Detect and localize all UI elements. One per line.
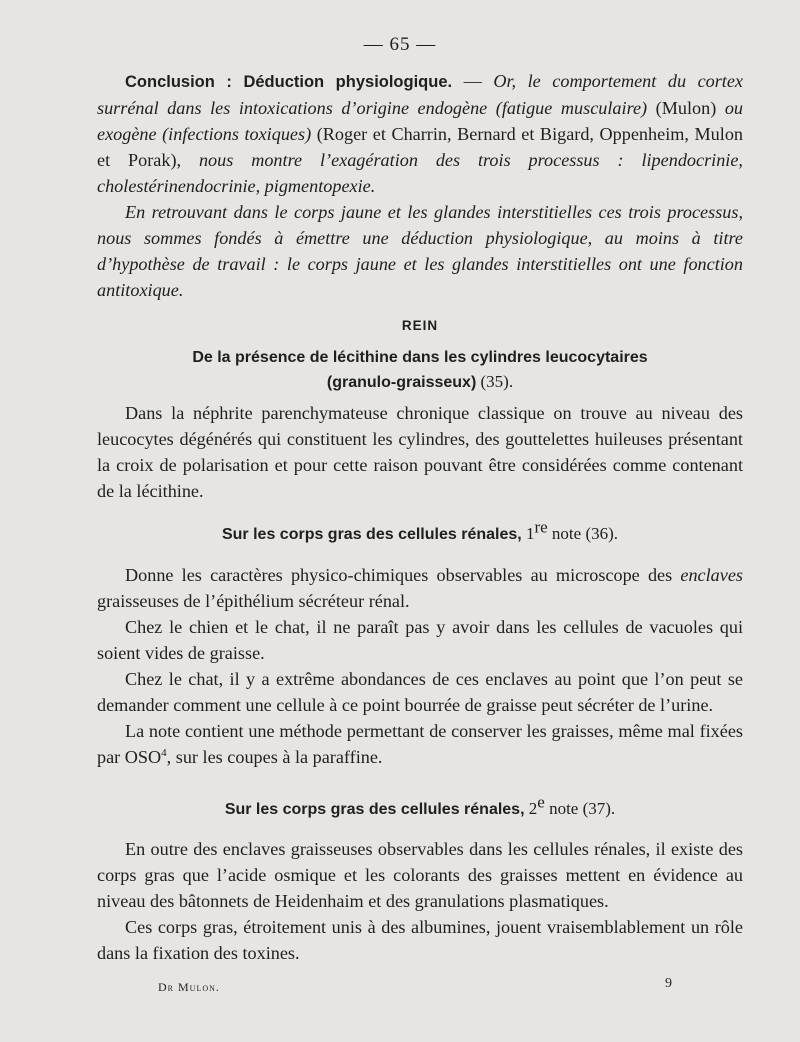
section-3-title-text: Sur les corps gras des cellules rénales, [224,801,525,818]
section-1-body [97,400,743,504]
section-1-title-line-2: (granulo-graisseux) [326,374,477,391]
conclusion-text-italic-1: Or, le comportement du cortex surrénal dans les intoxications d’origine endogène (fatigue musculaire) [97,71,744,118]
section-2-paragraph-1 [97,562,743,614]
conclusion-heading: Conclusion : Déduction physiologique. [125,73,453,91]
section-2-p4-text: La note contient une méthode permettant de conserver les graisses, même mal fixées par OSO [97,721,743,767]
section-2-p4-text-2: , sur les coupes à la paraffine. [166,747,383,767]
section-2-p1-italic: enclaves [680,565,743,585]
conclusion-text-italic-2: ou exogène (infections toxiques) [97,98,743,144]
conclusion-paragraph-2 [97,199,743,303]
section-3-note-superscript: e [537,792,545,812]
section-2-p1-text-2: graisseuses de l’épithélium sécréteur rénal. [97,591,410,611]
rein-heading: REIN [401,318,439,333]
section-2-paragraph-4 [97,718,743,770]
conclusion-text-italic-4: En retrouvant dans le corps jaune et les glandes interstitielles ces trois processus, nous sommes fondés à émettre une déduction physiologique, au moins à titre d’hypothèse de travail : le corps jaune et les glandes interstitielles ont une fonction antitoxique. [97,202,743,300]
section-2-paragraph-2: Chez le chien et le chat, il ne paraît pas y avoir dans les cellules de vacuoles qui soient vides de graisse. [97,617,743,663]
section-3-body [97,836,743,966]
section-2-p1-text: Donne les caractères physico-chimiques observables au microscope des [125,565,681,585]
section-2-title-text: Sur les corps gras des cellules rénales, [221,526,522,543]
section-1-title-line-1: De la présence de lécithine dans les cylindres leucocytaires [192,349,648,366]
section-1-reference: (35). [476,372,514,391]
section-3-note-number: 2 [524,799,538,818]
section-3-paragraph-1: En outre des enclaves graisseuses observables dans les cellules rénales, il existe des corps gras que l’acide osmique et les colorants des graisses mettent en évidence au niveau des bâtonnets de Heidenhaim et des granulations plasmatiques. [97,839,743,911]
section-2-body [97,562,743,770]
conclusion-text-2: (Roger et Charrin, Bernard et Bigard, Oppenheim, Mulon et Porak), [97,124,744,170]
section-1-title [97,346,743,395]
section-1-paragraph: Dans la néphrite parenchymateuse chronique classique on trouve au niveau des leucocytes dégénérés qui constituent les cylindres, des gouttelettes huileuses présentant la croix de polarisation et pour cette raison pouvant être considérées comme contenant de la lécithine. [97,403,743,501]
section-2-p4-superscript: 4 [161,746,167,759]
conclusion-text-italic-3: nous montre l’exagération des trois processus : lipendocrinie, cholestérinendocrinie, pigmentopexie. [97,150,743,196]
em-dash: — [452,71,494,91]
section-2-note-reference: note (36). [547,524,619,543]
section-3-title [97,792,743,819]
section-3-note-reference: note (37). [544,799,616,818]
section-2-note-number: 1 [521,524,535,543]
section-2-note-superscript: re [534,517,548,537]
footer-signature-mark: 9 [665,976,672,991]
conclusion-section [97,68,743,303]
footer-author: Dr Mulon. [158,980,220,994]
page-number: — 65 — [363,34,437,55]
conclusion-text-1: (Mulon) [647,98,725,118]
section-3-paragraph-2: Ces corps gras, étroitement unis à des albumines, jouent vraisemblablement un rôle dans la fixation des toxines. [97,917,743,963]
conclusion-paragraph-1 [97,68,743,199]
section-2-paragraph-3: Chez le chat, il y a extrême abondances de ces enclaves au point que l’on peut se demander comment une cellule à ce point bourrée de graisse peut sécréter de l’urine. [97,669,743,715]
section-2-title [97,517,743,544]
